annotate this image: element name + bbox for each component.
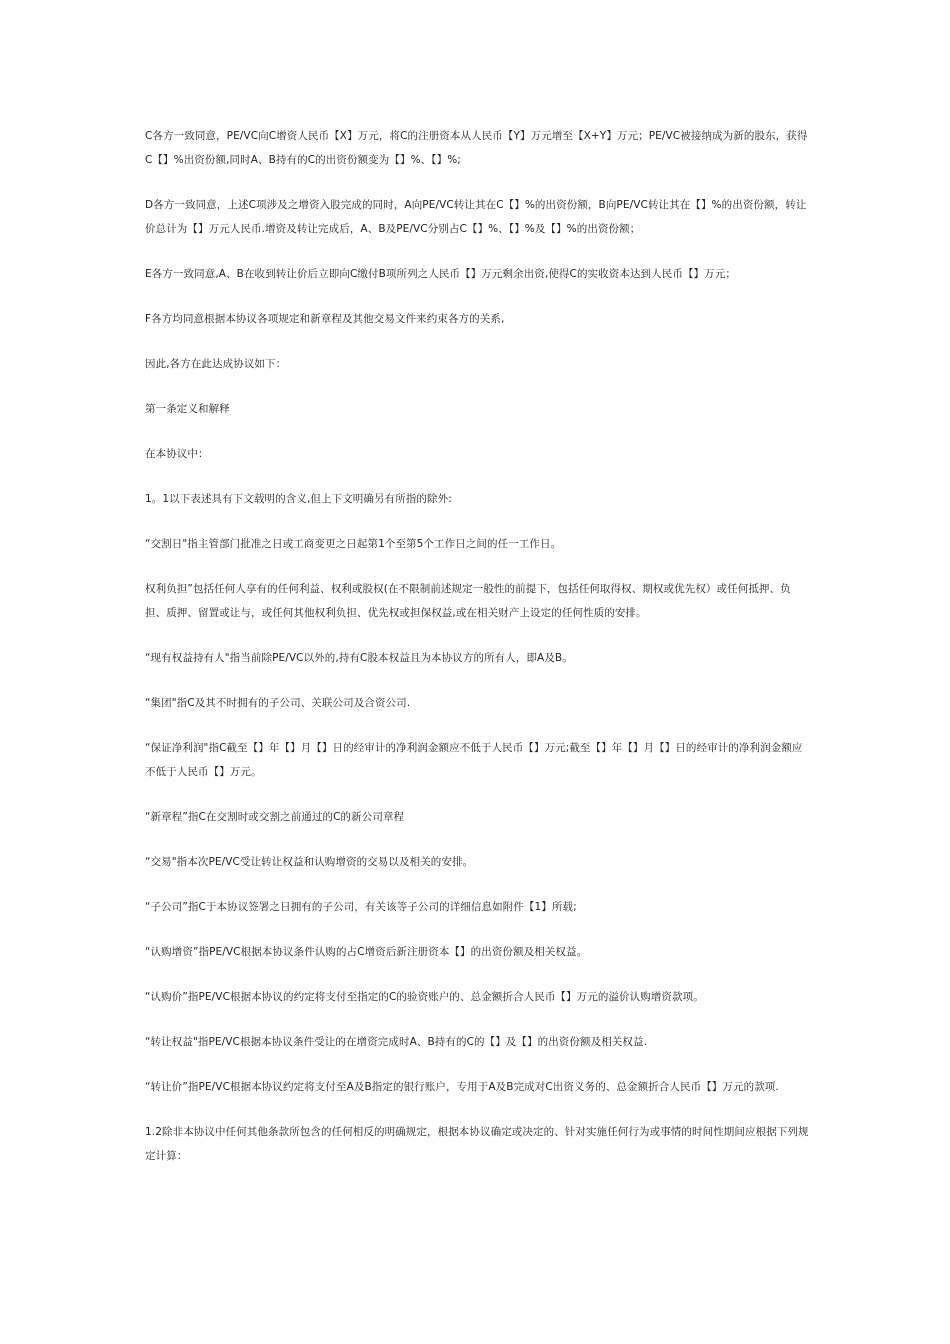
definition-new-articles: “新章程”指C在交割时或交割之前通过的C的新公司章程 xyxy=(145,811,405,823)
document-body xyxy=(145,124,810,1189)
paragraph-d: D各方一致同意，上述C项涉及之增资入股完成的同时，A向PE/VC转让其在C【】%的出资份额，B向PE/VC转让其在【】%的出资份额，转让价总计为【】万元人民币.增资及转让完成后，A、B及PE/VC分别占C【】%、【】%及【】%的出资份额； xyxy=(145,199,807,235)
definition-subsidiary: “子公司”指C于本协议签署之日拥有的子公司，有关该等子公司的详细信息如附件【1】所载; xyxy=(145,901,577,913)
definition-encumbrance: 权利负担”包括任何人享有的任何利益、权利或股权(在不限制前述规定一般性的前提下，包括任何取得权、期权或优先权）或任何抵押、负担、质押、留置或让与，或任何其他权利负担、优先权或担保权益,或在相关财产上设定的任何性质的安排。 xyxy=(145,583,791,619)
definition-subscription-price: “认购价”指PE/VC根据本协议的约定将支付至指定的C的验资账户的、总金额折合人民币【】万元的溢价认购增资款项。 xyxy=(145,991,704,1003)
clause-1-1: 1。1以下表述具有下文载明的含义,但上下文明确另有所指的除外: xyxy=(145,493,452,505)
definition-subscribed-capital: “认购增资”指PE/VC根据本协议条件认购的占C增资后新注册资本【】的出资份额及相关权益。 xyxy=(145,946,588,958)
definition-transfer-price: “转让价”指PE/VC根据本协议约定将支付至A及B指定的银行账户，专用于A及B完成对C出资义务的、总金额折合人民币【】万元的款项. xyxy=(145,1081,779,1093)
paragraph-c: C各方一致同意，PE/VC向C增资人民币【X】万元，将C的注册资本从人民币【Y】万元增至【X+Y】万元；PE/VC被接纳成为新的股东，获得C【】%出资份额,同时A、B持有的C的出资份额变为【】%、【】%; xyxy=(145,130,808,166)
definition-transaction: “交易"指本次PE/VC受让转让权益和认购增资的交易以及相关的安排。 xyxy=(145,856,474,868)
clause-1-2: 1.2除非本协议中任何其他条款所包含的任何相反的明确规定，根据本协议确定或决定的、针对实施任何行为或事情的时间性期间应根据下列规定计算： xyxy=(145,1126,809,1162)
paragraph-f: F各方均同意根据本协议各项规定和新章程及其他交易文件来约束各方的关系, xyxy=(145,313,505,325)
definition-transferred-interest: “转让权益"指PE/VC根据本协议条件受让的在增资完成时A、B持有的C的【】及【】的出资份额及相关权益. xyxy=(145,1036,648,1048)
definition-guaranteed-profit: “保证净利润"指C截至【】年【】月【】日的经审计的净利润金额应不低于人民币【】万元;截至【】年【】月【】日的经审计的净利润金额应不低于人民币【】万元。 xyxy=(145,742,803,778)
paragraph-e: E各方一致同意,A、B在收到转让价后立即向C缴付B项所列之人民币【】万元剩余出资,使得C的实收资本达到人民币【】万元； xyxy=(145,268,736,280)
definition-group: “集团"指C及其不时拥有的子公司、关联公司及合资公司. xyxy=(145,697,411,709)
definition-closing-date: “交割日"指主管部门批准之日或工商变更之日起第1个至第5个工作日之间的任一工作日。 xyxy=(145,538,562,550)
definition-existing-holders: “现有权益持有人"指当前除PE/VC以外的,持有C股本权益且为本协议方的所有人，即A及B。 xyxy=(145,652,573,664)
paragraph-agreement-intro: 因此,各方在此达成协议如下： xyxy=(145,358,287,370)
paragraph-in-this-agreement: 在本协议中： xyxy=(145,448,209,460)
article-1-heading: 第一条定义和解释 xyxy=(145,403,230,415)
